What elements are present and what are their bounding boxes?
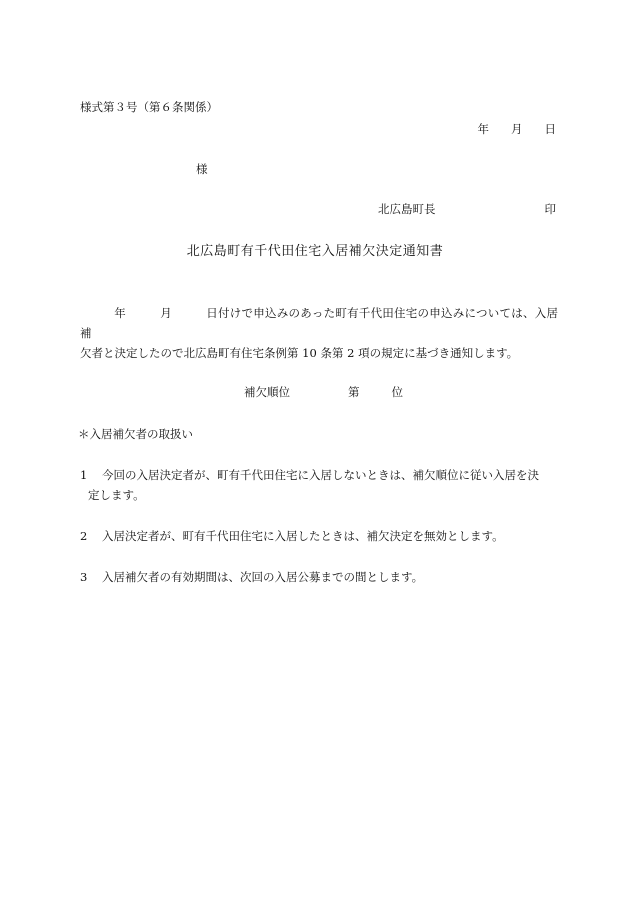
rank-prefix: 第 bbox=[348, 385, 360, 399]
rank-label: 補欠順位 bbox=[244, 385, 290, 399]
body-text-line2: 欠者と決定したので北広島町有住宅条例第 10 条第 2 項の規定に基づき通知します。 bbox=[80, 346, 519, 360]
date-line bbox=[478, 123, 557, 137]
item-number: 3 bbox=[80, 570, 88, 584]
item-text-line1: 入居補欠者の有効期間は、次回の入居公募までの間とします。 bbox=[102, 570, 424, 584]
list-item bbox=[80, 526, 558, 546]
document-title: 北広島町有千代田住宅入居補欠決定通知書 bbox=[186, 244, 444, 259]
notice-body bbox=[80, 303, 558, 363]
item-number: 1 bbox=[80, 468, 88, 482]
item-text-line1: 入居決定者が、町有千代田住宅に入居したときは、補欠決定を無効とします。 bbox=[102, 529, 504, 543]
date-year-label: 年 bbox=[477, 122, 489, 136]
item-text-line1: 今回の入居決定者が、町有千代田住宅に入居しないときは、補欠順位に従い入居を決 bbox=[102, 468, 539, 482]
rank-suffix: 位 bbox=[391, 385, 403, 399]
date-month-label: 月 bbox=[511, 122, 523, 136]
issuer-name: 北広島町長 bbox=[378, 202, 436, 216]
addressee-suffix: 様 bbox=[196, 162, 208, 176]
list-item bbox=[80, 465, 558, 505]
list-item bbox=[80, 567, 558, 587]
rank-line bbox=[244, 386, 403, 400]
date-day-label: 日 bbox=[544, 122, 556, 136]
seal-mark: 印 bbox=[544, 202, 556, 216]
body-year-label: 年 bbox=[114, 306, 126, 320]
body-text-line1: 日付けで申込みのあった町有千代田住宅の申込みについては、入居補 bbox=[80, 306, 559, 340]
section-heading: ＊入居補欠者の取扱い bbox=[78, 427, 193, 441]
body-month-label: 月 bbox=[160, 306, 172, 320]
item-text-line2: 定します。 bbox=[88, 488, 145, 502]
form-number: 様式第３号（第６条関係） bbox=[80, 100, 218, 114]
item-number: 2 bbox=[80, 529, 88, 543]
